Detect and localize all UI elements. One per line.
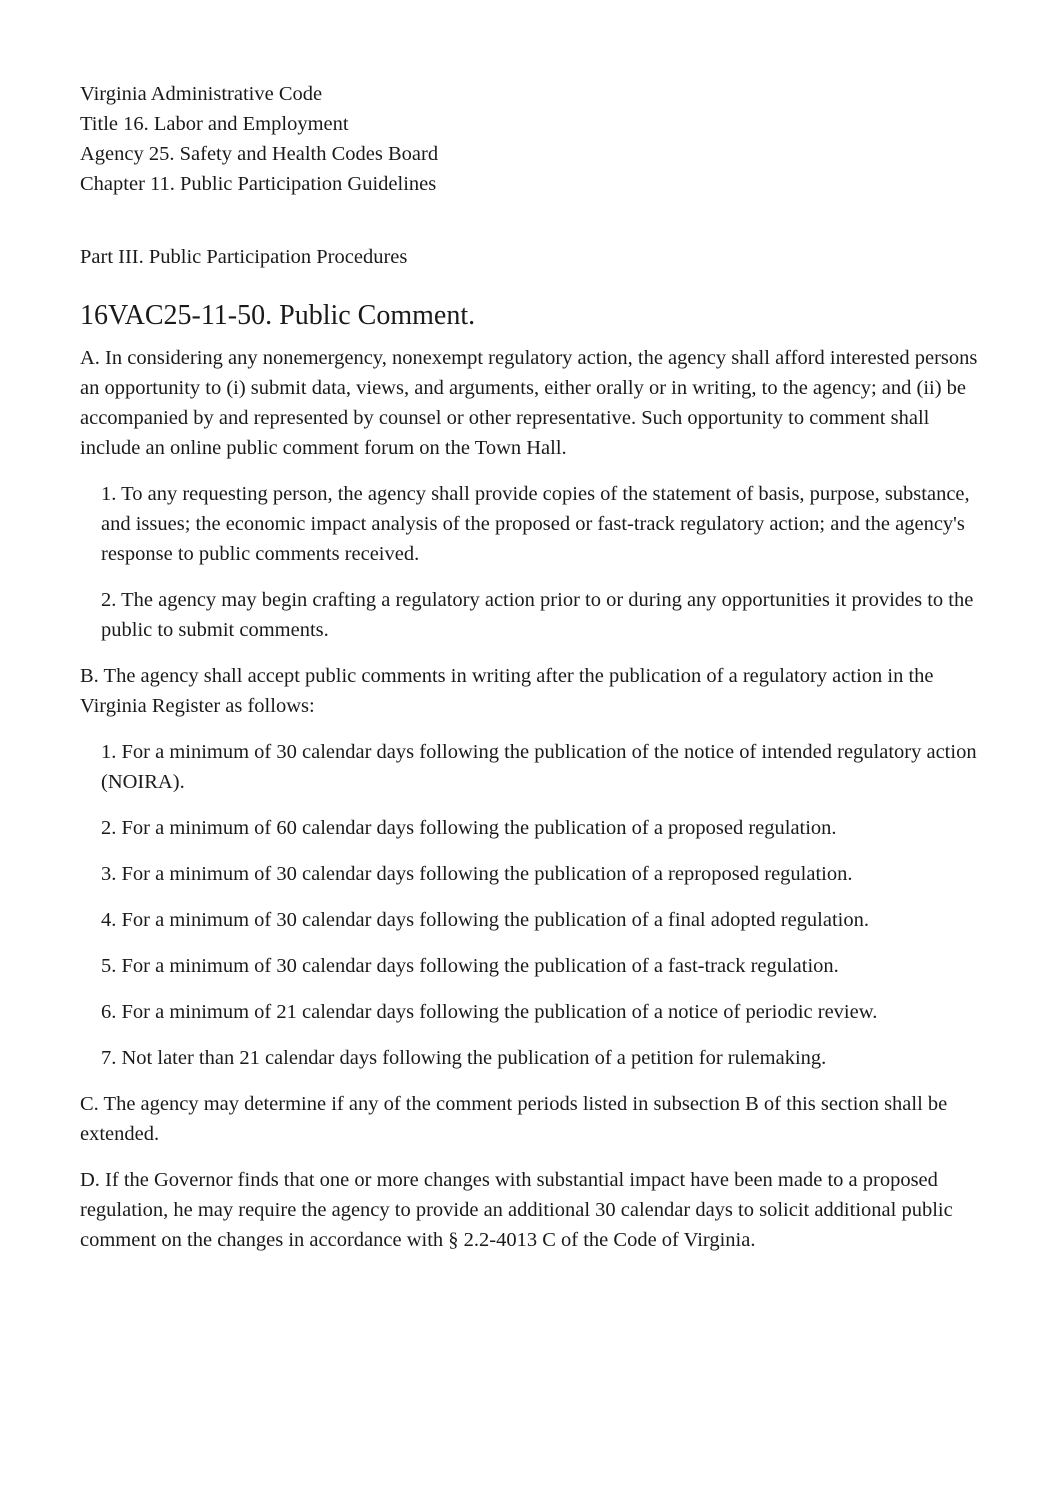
agency-line: Agency 25. Safety and Health Codes Board: [80, 143, 439, 165]
subsection-b-item-1: 1. For a minimum of 30 calendar days following the publication of the notice of intended regulatory action (NOIRA).: [101, 741, 977, 793]
subsection-b-item-4: 4. For a minimum of 30 calendar days following the publication of a final adopted regulation.: [101, 909, 869, 931]
subsection-d: D. If the Governor finds that one or more changes with substantial impact have been made to a proposed regulation, he may require the agency to provide an additional 30 calendar days to solicit additional public comment on the changes in accordance with § 2.2-4013 C of the Code of Virginia.: [80, 1169, 953, 1251]
part-heading: Part III. Public Participation Procedures: [80, 246, 408, 268]
subsection-b-item-2: 2. For a minimum of 60 calendar days following the publication of a proposed regulation.: [101, 817, 837, 839]
subsection-a: A. In considering any nonemergency, nonexempt regulatory action, the agency shall afford interested persons an opportunity to (i) submit data, views, and arguments, either orally or in writing, to the agency; and (ii) be accompanied by and represented by counsel or other representative. Such opportunity to comment shall include an online public comment forum on the Town Hall.: [80, 347, 978, 459]
subsection-b-item-7: 7. Not later than 21 calendar days following the publication of a petition for rulemaking.: [101, 1047, 827, 1069]
section-title: 16VAC25-11-50. Public Comment.: [80, 300, 476, 331]
subsection-c: C. The agency may determine if any of the comment periods listed in subsection B of this section shall be extended.: [80, 1093, 948, 1145]
subsection-b-item-5: 5. For a minimum of 30 calendar days following the publication of a fast-track regulation.: [101, 955, 839, 977]
subsection-b-item-6: 6. For a minimum of 21 calendar days following the publication of a notice of periodic review.: [101, 1001, 878, 1023]
subsection-b-item-3: 3. For a minimum of 30 calendar days following the publication of a reproposed regulation.: [101, 863, 853, 885]
document-page: [80, 79, 980, 1255]
title-line: Title 16. Labor and Employment: [80, 113, 349, 135]
subsection-a-item-2: 2. The agency may begin crafting a regulatory action prior to or during any opportunities it provides to the public to submit comments.: [101, 589, 974, 641]
subsection-b: B. The agency shall accept public comments in writing after the publication of a regulatory action in the Virginia Register as follows:: [80, 665, 934, 717]
subsection-a-item-1: 1. To any requesting person, the agency shall provide copies of the statement of basis, purpose, substance, and issues; the economic impact analysis of the proposed or fast-track regulatory action; and the agency's response to public comments received.: [101, 483, 970, 565]
chapter-line: Chapter 11. Public Participation Guidelines: [80, 173, 437, 195]
code-name: Virginia Administrative Code: [80, 83, 323, 105]
